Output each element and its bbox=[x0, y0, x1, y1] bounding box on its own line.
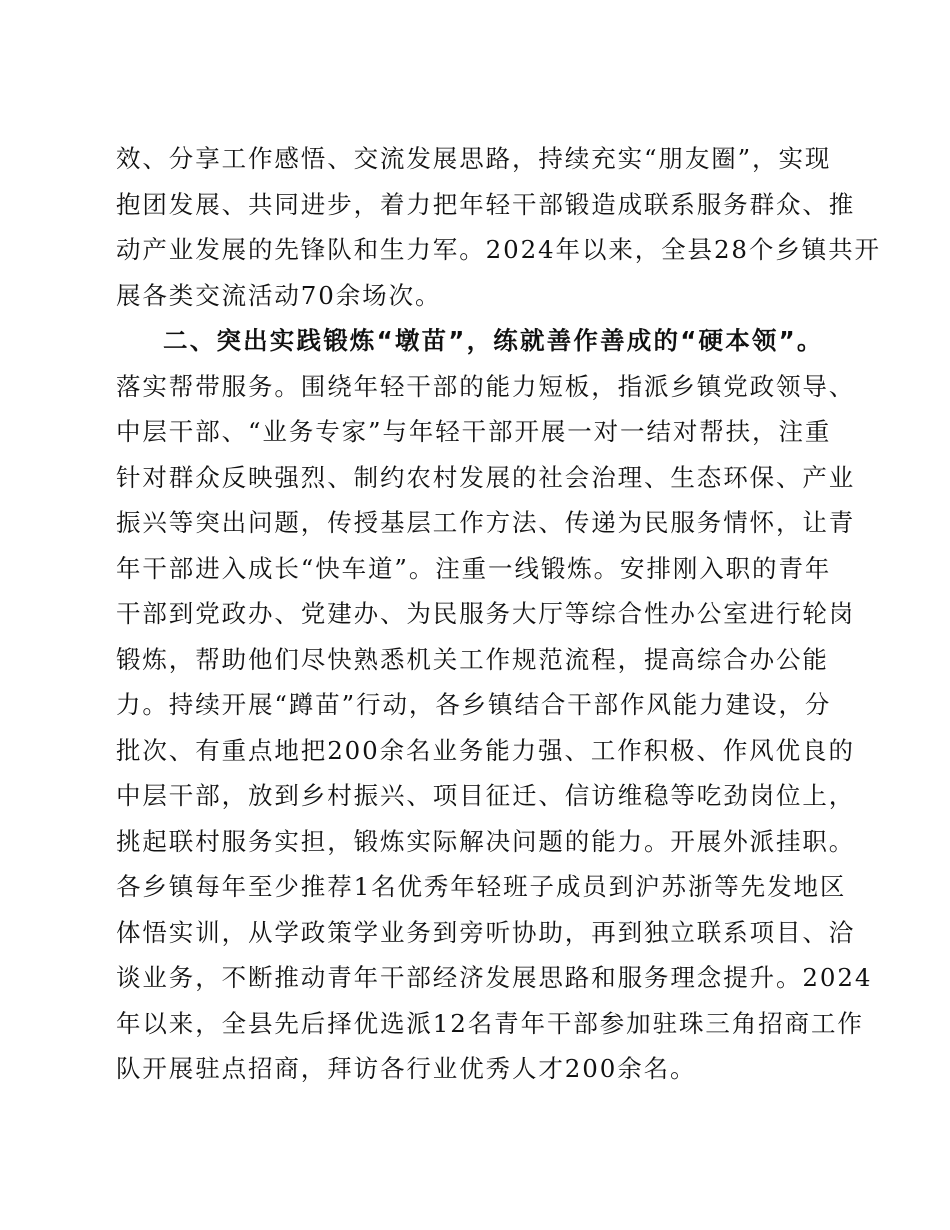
text-line: 展各类交流活动70余场次。 bbox=[116, 280, 442, 310]
text-line: 中层干部，放到乡村振兴、项目征迁、信访维稳等吃劲岗位上， bbox=[116, 781, 856, 810]
section-heading: 二、突出实践锻炼“墩苗”，练就善作善成的“硬本领”。 bbox=[163, 326, 824, 355]
text-line: 针对群众反映强烈、制约农村发展的社会治理、生态环保、产业 bbox=[116, 462, 856, 492]
text-line: 批次、有重点地把200余名业务能力强、工作积极、作风优良的 bbox=[116, 735, 855, 765]
text-line: 振兴等突出问题，传授基层工作方法、传递为民服务情怀，让青 bbox=[116, 508, 856, 537]
text-line: 谈业务，不断推动青年干部经济发展思路和服务理念提升。2024 bbox=[116, 963, 873, 992]
section-two bbox=[116, 318, 873, 1092]
text-line: 年干部进入成长“快车道”。注重一线锻炼。安排刚入职的青年 bbox=[116, 553, 832, 583]
text-line: 效、分享工作感悟、交流发展思路，持续充实“朋友圈”，实现 bbox=[116, 144, 832, 173]
text-line: 中层干部、“业务专家”与年轻干部开展一对一结对帮扶，注重 bbox=[116, 417, 832, 446]
text-line: 挑起联村服务实担，锻炼实际解决问题的能力。开展外派挂职。 bbox=[116, 826, 856, 856]
paragraph-continued bbox=[116, 136, 881, 318]
text-line: 各乡镇每年至少推荐1名优秀年轻班子成员到沪苏浙等先发地区 bbox=[116, 872, 847, 901]
text-line: 动产业发展的先锋队和生力军。2024年以来，全县28个乡镇共开 bbox=[116, 235, 881, 264]
text-line: 抱团发展、共同进步，着力把年轻干部锻造成联系服务群众、推 bbox=[116, 189, 856, 219]
text-line: 体悟实训，从学政策学业务到旁听协助，再到独立联系项目、洽 bbox=[116, 917, 856, 947]
text-line: 队开展驻点招商，拜访各行业优秀人才200余名。 bbox=[116, 1054, 697, 1083]
text-line: 年以来，全县先后择优选派12名青年干部参加驻珠三角招商工作 bbox=[116, 1008, 864, 1038]
text-line: 锻炼，帮助他们尽快熟悉机关工作规范流程，提高综合办公能 bbox=[116, 644, 829, 674]
text-line: 力。持续开展“蹲苗”行动，各乡镇结合干部作风能力建设，分 bbox=[116, 690, 832, 719]
document-body bbox=[116, 136, 881, 1092]
text-line: 落实帮带服务。围绕年轻干部的能力短板，指派乡镇党政领导、 bbox=[116, 371, 856, 401]
text-line: 干部到党政办、党建办、为民服务大厅等综合性办公室进行轮岗 bbox=[116, 599, 856, 628]
